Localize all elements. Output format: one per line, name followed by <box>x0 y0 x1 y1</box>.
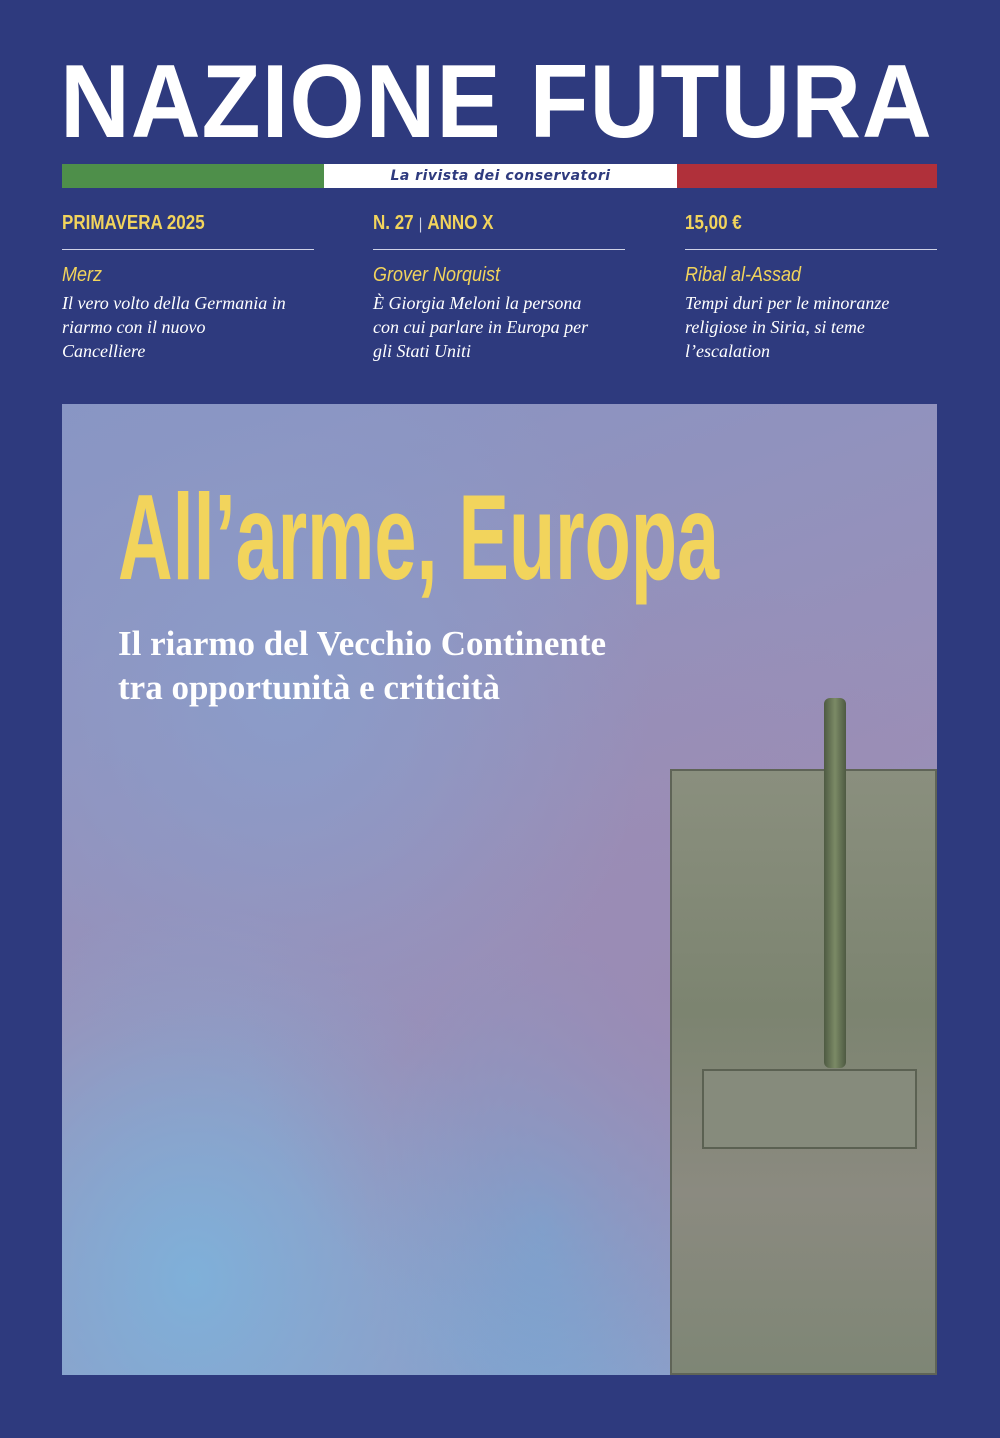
column-issue <box>373 212 625 363</box>
divider <box>685 249 937 250</box>
magazine-title: NAZIONE FUTURA <box>60 44 933 160</box>
divider <box>373 249 625 250</box>
column-price <box>685 212 937 363</box>
cover-subtitle <box>118 622 606 710</box>
subtitle-line: Il riarmo del Vecchio Continente <box>118 624 607 663</box>
article-name: Merz <box>62 264 103 286</box>
tank-turret <box>702 1069 917 1149</box>
separator: | <box>418 216 423 233</box>
price: 15,00 € <box>685 212 742 234</box>
article-desc: Tempi duri per le minoranze religiose in Siria, si teme l’escalation <box>685 293 890 361</box>
issue-info <box>373 212 587 240</box>
italian-flag-band <box>62 164 937 188</box>
column-season <box>62 212 314 363</box>
flag-red <box>677 164 937 188</box>
flag-green <box>62 164 324 188</box>
subtitle-line: tra opportunità e criticità <box>118 668 500 707</box>
article-name: Ribal al-Assad <box>685 264 802 286</box>
cover-headline: All’arme, Europa <box>118 469 720 605</box>
tank-barrel <box>824 698 846 1068</box>
season: PRIMAVERA 2025 <box>62 212 205 234</box>
article-desc: È Giorgia Meloni la persona con cui parlare in Europa per gli Stati Uniti <box>373 293 589 361</box>
divider <box>62 249 314 250</box>
cover-image-europe-map <box>62 404 937 1375</box>
issue-number: N. 27 <box>373 212 414 234</box>
article-desc: Il vero volto della Germania in riarmo con il nuovo Cancelliere <box>62 293 286 361</box>
year: ANNO X <box>427 212 494 234</box>
tagline: La rivista dei conservatori <box>324 164 677 188</box>
article-name: Grover Norquist <box>373 264 501 286</box>
